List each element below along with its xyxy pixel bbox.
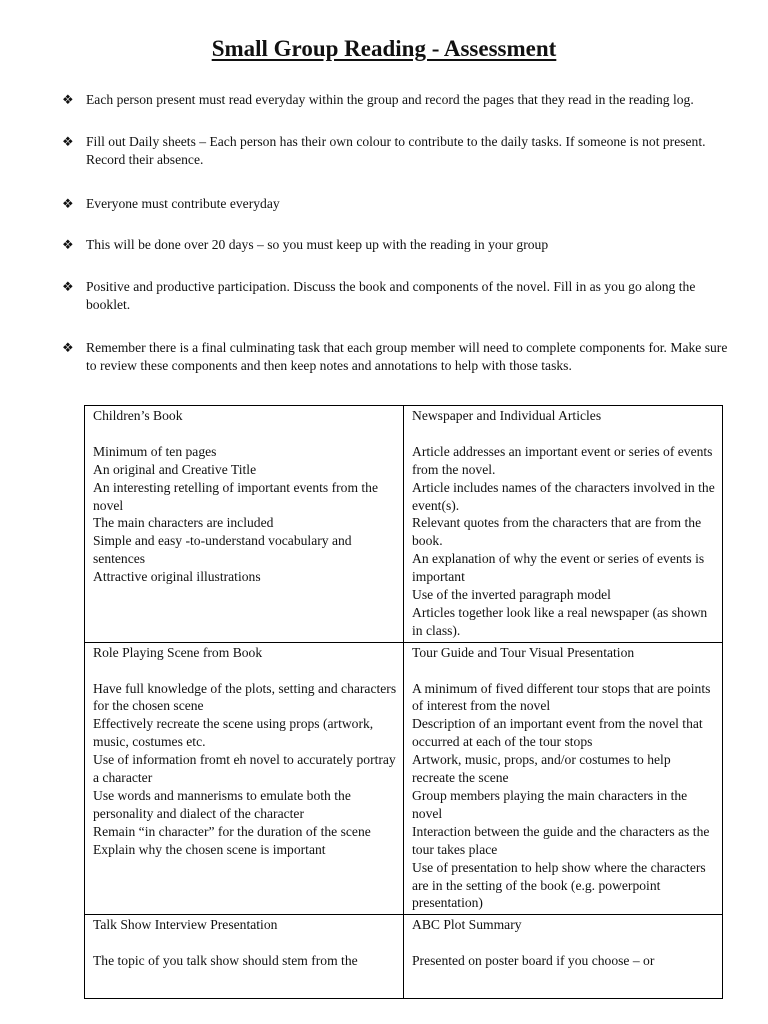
cell-line: An explanation of why the event or series of events is important bbox=[412, 551, 705, 585]
diamond-bullet-icon: ❖ bbox=[62, 92, 74, 107]
cell-line: Effectively recreate the scene using props (artwork, music, costumes etc. bbox=[93, 716, 374, 750]
cell-title: Talk Show Interview Presentation bbox=[93, 917, 278, 933]
list-item-text: Each person present must read everyday within the group and record the pages that they read in the reading log. bbox=[86, 92, 694, 107]
table-cell-talk-show bbox=[85, 915, 404, 999]
table-row bbox=[85, 642, 723, 915]
cell-line: Attractive original illustrations bbox=[93, 569, 261, 585]
cell-title: Newspaper and Individual Articles bbox=[412, 408, 602, 423]
list-item-text: Remember there is a final culminating task that each group member will need to complete components for. Make sure to review these components and then keep notes and annotations to help with those tasks. bbox=[86, 340, 728, 373]
cell-line: The topic of you talk show should stem from the bbox=[93, 953, 358, 969]
list-item bbox=[62, 133, 732, 169]
cell-line: Article includes names of the characters involved in the event(s). bbox=[412, 479, 715, 513]
table-cell-childrens-book bbox=[85, 406, 404, 643]
cell-title: Role Playing Scene from Book bbox=[93, 644, 263, 660]
cell-line: Use of information fromt eh novel to accurately portray a character bbox=[93, 752, 396, 786]
list-item-text: This will be done over 20 days – so you must keep up with the reading in your group bbox=[86, 237, 549, 252]
cell-title: Children’s Book bbox=[93, 408, 183, 423]
cell-line: Use of presentation to help show where the characters are in the setting of the book (e.g. powerpoint presentation) bbox=[412, 859, 706, 911]
diamond-bullet-icon: ❖ bbox=[62, 279, 74, 294]
table-cell-newspaper bbox=[404, 406, 723, 643]
table-cell-tour-guide bbox=[404, 642, 723, 915]
cell-line: Explain why the chosen scene is important bbox=[93, 841, 326, 857]
list-item bbox=[62, 91, 732, 109]
table-cell-role-playing bbox=[85, 642, 404, 915]
table-row bbox=[85, 406, 723, 643]
cell-line: Have full knowledge of the plots, setting and characters for the chosen scene bbox=[93, 680, 397, 714]
diamond-bullet-icon: ❖ bbox=[62, 196, 74, 211]
cell-line: Simple and easy -to-understand vocabulary and sentences bbox=[93, 533, 352, 567]
cell-line: Interaction between the guide and the characters as the tour takes place bbox=[412, 823, 710, 857]
cell-line: Use of the inverted paragraph model bbox=[412, 587, 611, 603]
table-row bbox=[85, 915, 723, 999]
cell-line: Presented on poster board if you choose – or bbox=[412, 953, 655, 969]
list-item-text: Fill out Daily sheets – Each person has their own colour to contribute to the daily tasks. If someone is not present. Record their absence. bbox=[86, 134, 706, 167]
cell-line: Relevant quotes from the characters that are from the book. bbox=[412, 515, 702, 549]
task-components-table bbox=[84, 405, 723, 999]
list-item bbox=[62, 195, 732, 213]
cell-line: Use words and mannerisms to emulate both the personality and dialect of the character bbox=[93, 788, 351, 821]
list-item-text: Positive and productive participation. Discuss the book and components of the novel. Fill in as you go along the booklet. bbox=[86, 279, 696, 312]
cell-line: Remain “in character” for the duration of the scene bbox=[93, 823, 371, 839]
list-item-text: Everyone must contribute everyday bbox=[86, 196, 280, 211]
cell-title: ABC Plot Summary bbox=[412, 917, 522, 933]
cell-line: Article addresses an important event or series of events from the novel. bbox=[412, 443, 713, 477]
cell-line: A minimum of fived different tour stops that are points of interest from the novel bbox=[412, 680, 711, 714]
cell-line: Artwork, music, props, and/or costumes to help recreate the scene bbox=[412, 752, 671, 786]
diamond-bullet-icon: ❖ bbox=[62, 237, 74, 252]
diamond-bullet-icon: ❖ bbox=[62, 340, 74, 355]
cell-line: Group members playing the main characters in the novel bbox=[412, 788, 688, 821]
cell-line: Articles together look like a real newspaper (as shown in class). bbox=[412, 604, 708, 638]
diamond-bullet-icon: ❖ bbox=[62, 134, 74, 149]
list-item bbox=[62, 339, 732, 375]
cell-line: An interesting retelling of important events from the novel bbox=[93, 479, 379, 513]
list-item bbox=[62, 236, 732, 254]
table-cell-abc-plot bbox=[404, 915, 723, 999]
cell-line: Description of an important event from the novel that occurred at each of the tour stops bbox=[412, 716, 703, 750]
cell-line: An original and Creative Title bbox=[93, 461, 257, 477]
list-item bbox=[62, 278, 732, 314]
cell-title: Tour Guide and Tour Visual Presentation bbox=[412, 644, 635, 660]
page-title: Small Group Reading - Assessment bbox=[211, 36, 557, 61]
cell-line: Minimum of ten pages bbox=[93, 443, 217, 459]
cell-line: The main characters are included bbox=[93, 515, 274, 531]
